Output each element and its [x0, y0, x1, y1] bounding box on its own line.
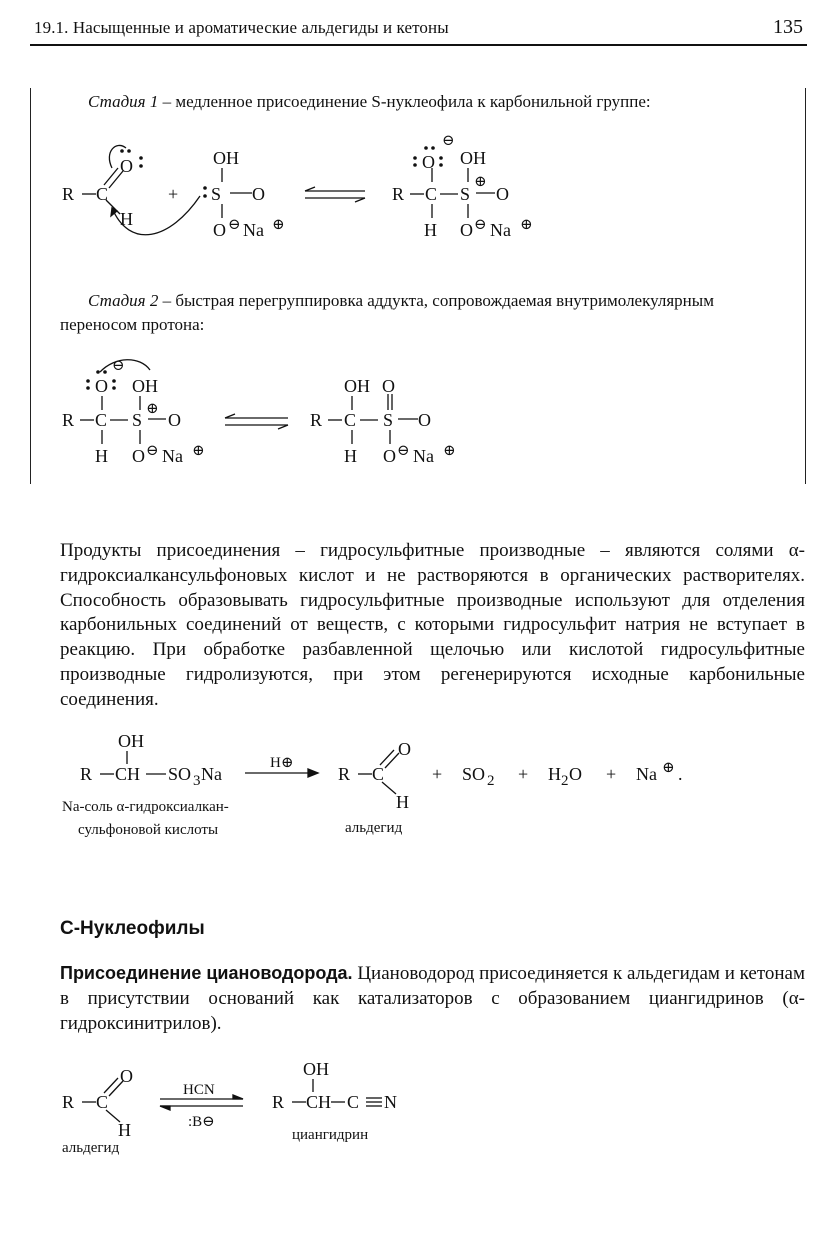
svg-text:O: O — [382, 376, 395, 396]
stage2-text: – быстрая перегруппировка аддукта, сопровождаемая внутримолекулярным переносом протона: — [60, 291, 714, 334]
svg-text:S: S — [383, 410, 394, 430]
svg-text:CH: CH — [306, 1092, 332, 1112]
svg-text:H: H — [95, 446, 108, 466]
svg-text:⊕: ⊕ — [474, 174, 487, 190]
running-header-title: 19.1. Насыщенные и ароматические альдегиды и кетоны — [34, 18, 449, 37]
svg-text:OH: OH — [303, 1059, 329, 1079]
svg-text:O: O — [168, 410, 181, 430]
svg-text:H: H — [548, 764, 561, 784]
svg-text:⊖: ⊖ — [474, 217, 487, 233]
svg-text:H: H — [118, 1120, 131, 1140]
cyanohydrin-labels — [62, 1059, 397, 1156]
section-title: С-Нуклеофилы — [60, 918, 205, 939]
svg-text:Na: Na — [636, 764, 657, 784]
svg-text:O: O — [398, 739, 411, 759]
atom-oh: OH — [213, 148, 239, 168]
svg-text:O: O — [418, 410, 431, 430]
svg-text:O: O — [120, 1066, 133, 1086]
cyanohydrin-reactant-caption: альдегид — [62, 1140, 120, 1156]
atom-h: H — [120, 209, 133, 229]
stage2-product — [328, 394, 418, 444]
cyanohydrin-product-caption: циангидрин — [292, 1127, 369, 1143]
svg-text:H: H — [424, 220, 437, 240]
svg-text:OH: OH — [118, 731, 144, 751]
svg-text:2: 2 — [561, 773, 569, 789]
svg-text:C: C — [372, 764, 385, 784]
hydrolysis-reactant-caption-2: сульфоновой кислоты — [78, 822, 219, 838]
svg-text:R: R — [62, 1092, 75, 1112]
svg-text:C: C — [96, 1092, 109, 1112]
plus-sign: + — [168, 184, 179, 204]
svg-text:⊕: ⊕ — [192, 443, 205, 459]
svg-text:2: 2 — [487, 773, 495, 789]
svg-text:⊕: ⊕ — [146, 401, 159, 417]
svg-text:R: R — [338, 764, 351, 784]
svg-text:OH: OH — [460, 148, 486, 168]
svg-text:O: O — [422, 152, 435, 172]
svg-text:⊕: ⊕ — [443, 443, 456, 459]
paragraph-bisulfite-products: Продукты присоединения – гидросульфитные производные – являются солями α-гидроксиалкансульфоновых кислот и не растворяются в органических растворителях. Способность образовывать гидросульфитные производные используют для отделения карбонильных соединений от веществ, с которыми гидросульфит натрия не вступает в реакцию. При обработке разбавленной щелочью или кислотой гидросульфитные производные гидролизуются, при этом регенерируются исходные карбонильные соединения. — [60, 540, 805, 710]
svg-text:O: O — [95, 376, 108, 396]
svg-text:Na: Na — [243, 220, 264, 240]
svg-text:R: R — [310, 410, 323, 430]
svg-text:C: C — [347, 1092, 360, 1112]
atom-r: R — [62, 184, 75, 204]
atom-o-minus: O — [213, 220, 226, 240]
atom-o: O — [252, 184, 265, 204]
svg-text:C: C — [425, 184, 438, 204]
svg-text:.: . — [678, 764, 683, 784]
svg-text:H: H — [396, 792, 409, 812]
stage1-labels — [62, 133, 533, 240]
svg-text:O: O — [569, 764, 582, 784]
svg-text:R: R — [392, 184, 405, 204]
svg-text:O: O — [132, 446, 145, 466]
svg-text:R: R — [80, 764, 93, 784]
svg-text:⊖: ⊖ — [112, 358, 125, 374]
hydrolysis-reactant-caption-1: Na-соль α-гидроксиалкан- — [62, 799, 229, 815]
stage2-equilibrium-arrow — [225, 414, 288, 429]
stage2-labels — [62, 358, 456, 466]
svg-text:3: 3 — [193, 773, 201, 789]
svg-text:Na: Na — [490, 220, 511, 240]
stage1-text: – медленное присоединение S-нуклеофила к карбонильной группе: — [158, 92, 651, 111]
page-number: 135 — [773, 16, 803, 38]
atom-s: S — [211, 184, 222, 204]
cyanohydrin-reagent: HCN — [183, 1082, 215, 1098]
hydrolysis-scheme — [100, 750, 399, 794]
stage2-label: Стадия 2 — [88, 291, 159, 310]
svg-text:⊖: ⊖ — [146, 443, 159, 459]
svg-text:Na: Na — [413, 446, 434, 466]
hydrolysis-catalyst: H⊕ — [270, 755, 294, 771]
svg-text:⊕: ⊕ — [272, 217, 285, 233]
svg-text:O: O — [383, 446, 396, 466]
atom-o: O — [120, 156, 133, 176]
svg-text:OH: OH — [132, 376, 158, 396]
svg-text:⊕: ⊕ — [520, 217, 533, 233]
svg-text:O: O — [460, 220, 473, 240]
svg-text:⊕: ⊕ — [662, 760, 675, 776]
svg-text:⊖: ⊖ — [228, 217, 241, 233]
atom-c: C — [96, 184, 109, 204]
svg-text:SO: SO — [168, 764, 192, 784]
svg-text:H: H — [344, 446, 357, 466]
svg-text:+: + — [432, 764, 443, 784]
stage1-label: Стадия 1 — [88, 92, 159, 111]
svg-text:C: C — [95, 410, 108, 430]
svg-text:R: R — [62, 410, 75, 430]
paragraph-hcn-bold: Присоединение циановодорода. — [60, 963, 353, 983]
paragraph-hcn-text: Циановодород присоединяется к альдегидам и кетонам в присутствии оснований как катализаторов с образованием циангидринов (α-гидроксинитрилов). — [60, 963, 805, 1034]
svg-text:Na: Na — [162, 446, 183, 466]
svg-text:C: C — [344, 410, 357, 430]
cyanohydrin-catalyst: :B⊖ — [188, 1114, 215, 1130]
svg-text:S: S — [132, 410, 143, 430]
stage1-equilibrium-arrow — [305, 187, 365, 202]
svg-text:S: S — [460, 184, 471, 204]
hydrolysis-labels — [62, 731, 683, 838]
stage1-bisulfite — [222, 168, 252, 218]
svg-text:+: + — [606, 764, 617, 784]
svg-text:⊖: ⊖ — [397, 443, 410, 459]
svg-text:R: R — [272, 1092, 285, 1112]
svg-text:SO: SO — [462, 764, 486, 784]
svg-text:CH: CH — [115, 764, 141, 784]
svg-text:+: + — [518, 764, 529, 784]
hydrolysis-product-caption: альдегид — [345, 820, 403, 836]
svg-text:⊖: ⊖ — [442, 133, 455, 149]
svg-text:N: N — [384, 1092, 397, 1112]
svg-text:O: O — [496, 184, 509, 204]
svg-text:Na: Na — [201, 764, 222, 784]
svg-text:OH: OH — [344, 376, 370, 396]
